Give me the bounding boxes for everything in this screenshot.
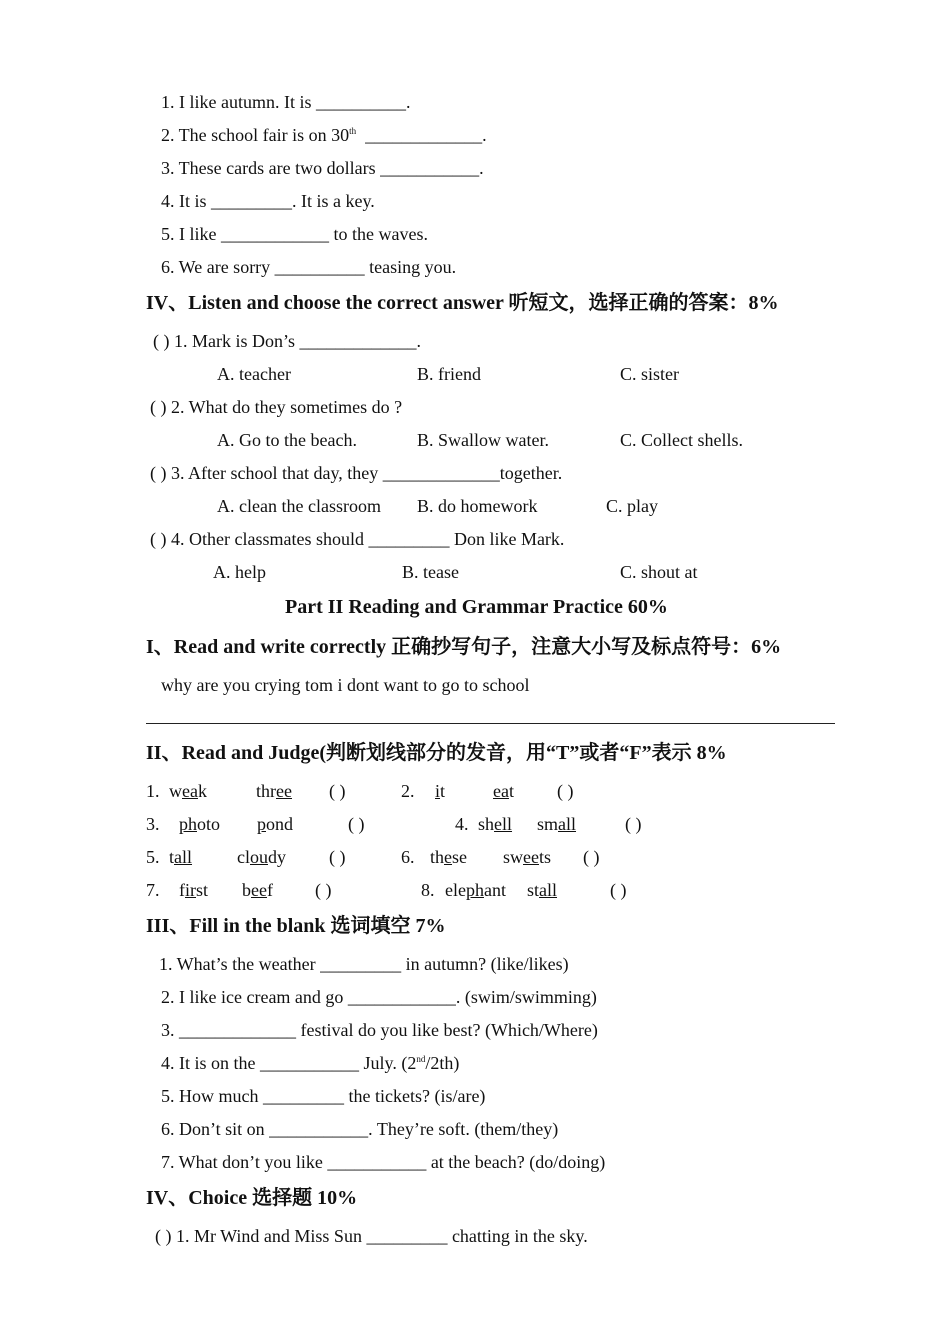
judge-word-these-u: e [444,847,453,867]
judge-word-eat-post: t [508,781,514,801]
judge-word-these-pre: th [430,847,445,867]
judge-word-first [179,879,208,901]
listen-q4-a: A. help [213,562,266,582]
listen-q3: ( ) 3. After school that day, they _____________together. [150,463,563,483]
judge-answer-4[interactable]: ( ) [625,814,642,834]
judge-word-sweets [503,846,551,868]
listen-q1: ( ) 1. Mark is Don’s _____________. [153,331,421,351]
judge-word-eat-u: ea [493,781,509,801]
judge-word-stall [527,879,557,901]
judge-word-it [435,780,445,802]
judge-word-these-post: se [452,847,468,867]
judge-word-weak-pre: w [169,781,182,801]
judge-word-first-post: st [196,880,209,900]
listen-q4: ( ) 4. Other classmates should _________ Don like Mark. [150,529,565,549]
blank-item-1: 1. What’s the weather _________ in autumn? (like/likes) [159,954,569,974]
fill-item-2-text: 2. The school fair is on 30 [161,125,350,145]
judge-word-tall-pre: t [169,847,175,867]
judge-num-7: 7. [146,880,160,900]
fill-item-6: 6. We are sorry __________ teasing you. [161,257,457,277]
choice-q1: ( ) 1. Mr Wind and Miss Sun _________ chatting in the sky. [155,1226,588,1246]
judge-word-stall-pre: st [527,880,540,900]
part2-title: Part II Reading and Grammar Practice 60% [285,596,668,618]
judge-word-it-post: t [440,781,446,801]
judge-word-photo-post: oto [197,814,221,834]
fill-item-3: 3. These cards are two dollars ___________. [161,158,484,178]
judge-word-eat [493,780,514,802]
read-write-sentence: why are you crying tom i dont want to go to school [161,675,530,695]
judge-word-elephant-post: ant [483,880,506,900]
blank-item-3: 3. _____________ festival do you like best? (Which/Where) [161,1020,598,1040]
judge-word-small [537,813,576,835]
judge-word-shell-pre: sh [478,814,495,834]
judge-answer-8[interactable]: ( ) [610,880,627,900]
judge-num-3: 3. [146,814,160,834]
blank-item-5: 5. How much _________ the tickets? (is/are) [161,1086,486,1106]
judge-word-sweets-pre: sw [503,847,524,867]
judge-num-5: 5. [146,847,160,867]
blank-item-4-sup: nd [416,1054,426,1064]
judge-word-sweets-post: ts [539,847,552,867]
judge-word-cloudy-post: dy [268,847,286,867]
judge-num-2: 2. [401,781,415,801]
listen-q1-a: A. teacher [217,364,291,384]
blank-item-4-tail: /2th) [425,1053,460,1073]
judge-word-small-pre: sm [537,814,559,834]
listen-q2-c: C. Collect shells. [620,430,743,450]
fill-item-1: 1. I like autumn. It is __________. [161,92,411,112]
judge-word-beef-pre: b [242,880,251,900]
judge-word-photo [179,813,220,835]
judge-word-pond [257,813,293,835]
fill-item-5: 5. I like ____________ to the waves. [161,224,428,244]
judge-word-weak-u: ea [182,781,198,801]
judge-answer-3[interactable]: ( ) [348,814,365,834]
judge-word-cloudy-u: ou [250,847,268,867]
judge-word-beef [242,879,273,901]
judge-word-three [256,780,292,802]
judge-num-8: 8. [421,880,435,900]
listen-q3-a: A. clean the classroom [217,496,381,516]
judge-word-cloudy [237,846,286,868]
judge-word-stall-u: all [539,880,558,900]
judge-answer-2[interactable]: ( ) [557,781,574,801]
listen-q4-c: C. shout at [620,562,698,582]
fill-item-2 [161,124,487,146]
judge-answer-6[interactable]: ( ) [583,847,600,867]
judge-word-shell [478,813,512,835]
judge-num-1: 1. [146,781,160,801]
judge-word-beef-post: f [266,880,273,900]
judge-word-three-pre: thr [256,781,276,801]
fill-item-2-blank: _____________. [365,125,487,145]
judge-word-elephant-pre: ele [445,880,466,900]
judge-word-shell-u: ell [494,814,513,834]
judge-num-6: 6. [401,847,415,867]
listen-q4-b: B. tease [402,562,459,582]
listen-heading: IV、Listen and choose the correct answer 听短文，选择正确的答案：8% [146,292,779,314]
judge-word-elephant [445,879,506,901]
fill-item-2-sup: th [349,126,357,136]
fill-item-4: 4. It is _________. It is a key. [161,191,375,211]
judge-word-three-u: ee [276,781,292,801]
judge-answer-5[interactable]: ( ) [329,847,346,867]
judge-word-cloudy-pre: cl [237,847,250,867]
listen-q1-c: C. sister [620,364,680,384]
judge-answer-7[interactable]: ( ) [315,880,332,900]
judge-word-tall [169,846,192,868]
blank-item-4-text: 4. It is on the ___________ July. (2 [161,1053,417,1073]
listen-q2: ( ) 2. What do they sometimes do ? [150,397,403,417]
judge-word-these [430,846,467,868]
judge-num-4: 4. [455,814,469,834]
judge-word-weak [169,780,207,802]
judge-heading: II、Read and Judge(判断划线部分的发音，用“T”或者“F”表示 8% [146,742,727,764]
judge-answer-1[interactable]: ( ) [329,781,346,801]
judge-word-weak-post: k [197,781,207,801]
blank-item-6: 6. Don’t sit on ___________. They’re soft. (them/they) [161,1119,559,1139]
judge-word-first-u: ir [185,880,196,900]
read-write-heading: I、Read and write correctly 正确抄写句子，注意大小写及标点符号：6% [146,636,782,658]
blank-item-2: 2. I like ice cream and go ____________. (swim/swimming) [161,987,597,1007]
judge-word-sweets-u: ee [523,847,539,867]
judge-word-elephant-u: ph [465,880,484,900]
fill-heading: III、Fill in the blank 选词填空 7% [146,915,446,937]
judge-word-first-pre: f [179,880,185,900]
blank-item-7: 7. What don’t you like ___________ at the beach? (do/doing) [161,1152,606,1172]
listen-q2-a: A. Go to the beach. [217,430,357,450]
listen-q2-b: B. Swallow water. [417,430,549,450]
choice-heading: IV、Choice 选择题 10% [146,1187,358,1209]
judge-word-beef-u: ee [251,880,267,900]
judge-word-photo-u: ph [179,814,197,834]
answer-line [146,723,835,724]
listen-q3-c: C. play [606,496,658,516]
judge-word-small-u: all [558,814,577,834]
blank-item-4 [161,1052,459,1074]
judge-word-pond-u: p [257,814,266,834]
listen-q1-b: B. friend [417,364,481,384]
judge-word-tall-u: all [174,847,193,867]
listen-q3-b: B. do homework [417,496,538,516]
judge-word-pond-post: ond [266,814,293,834]
judge-word-it-u: i [435,781,441,801]
